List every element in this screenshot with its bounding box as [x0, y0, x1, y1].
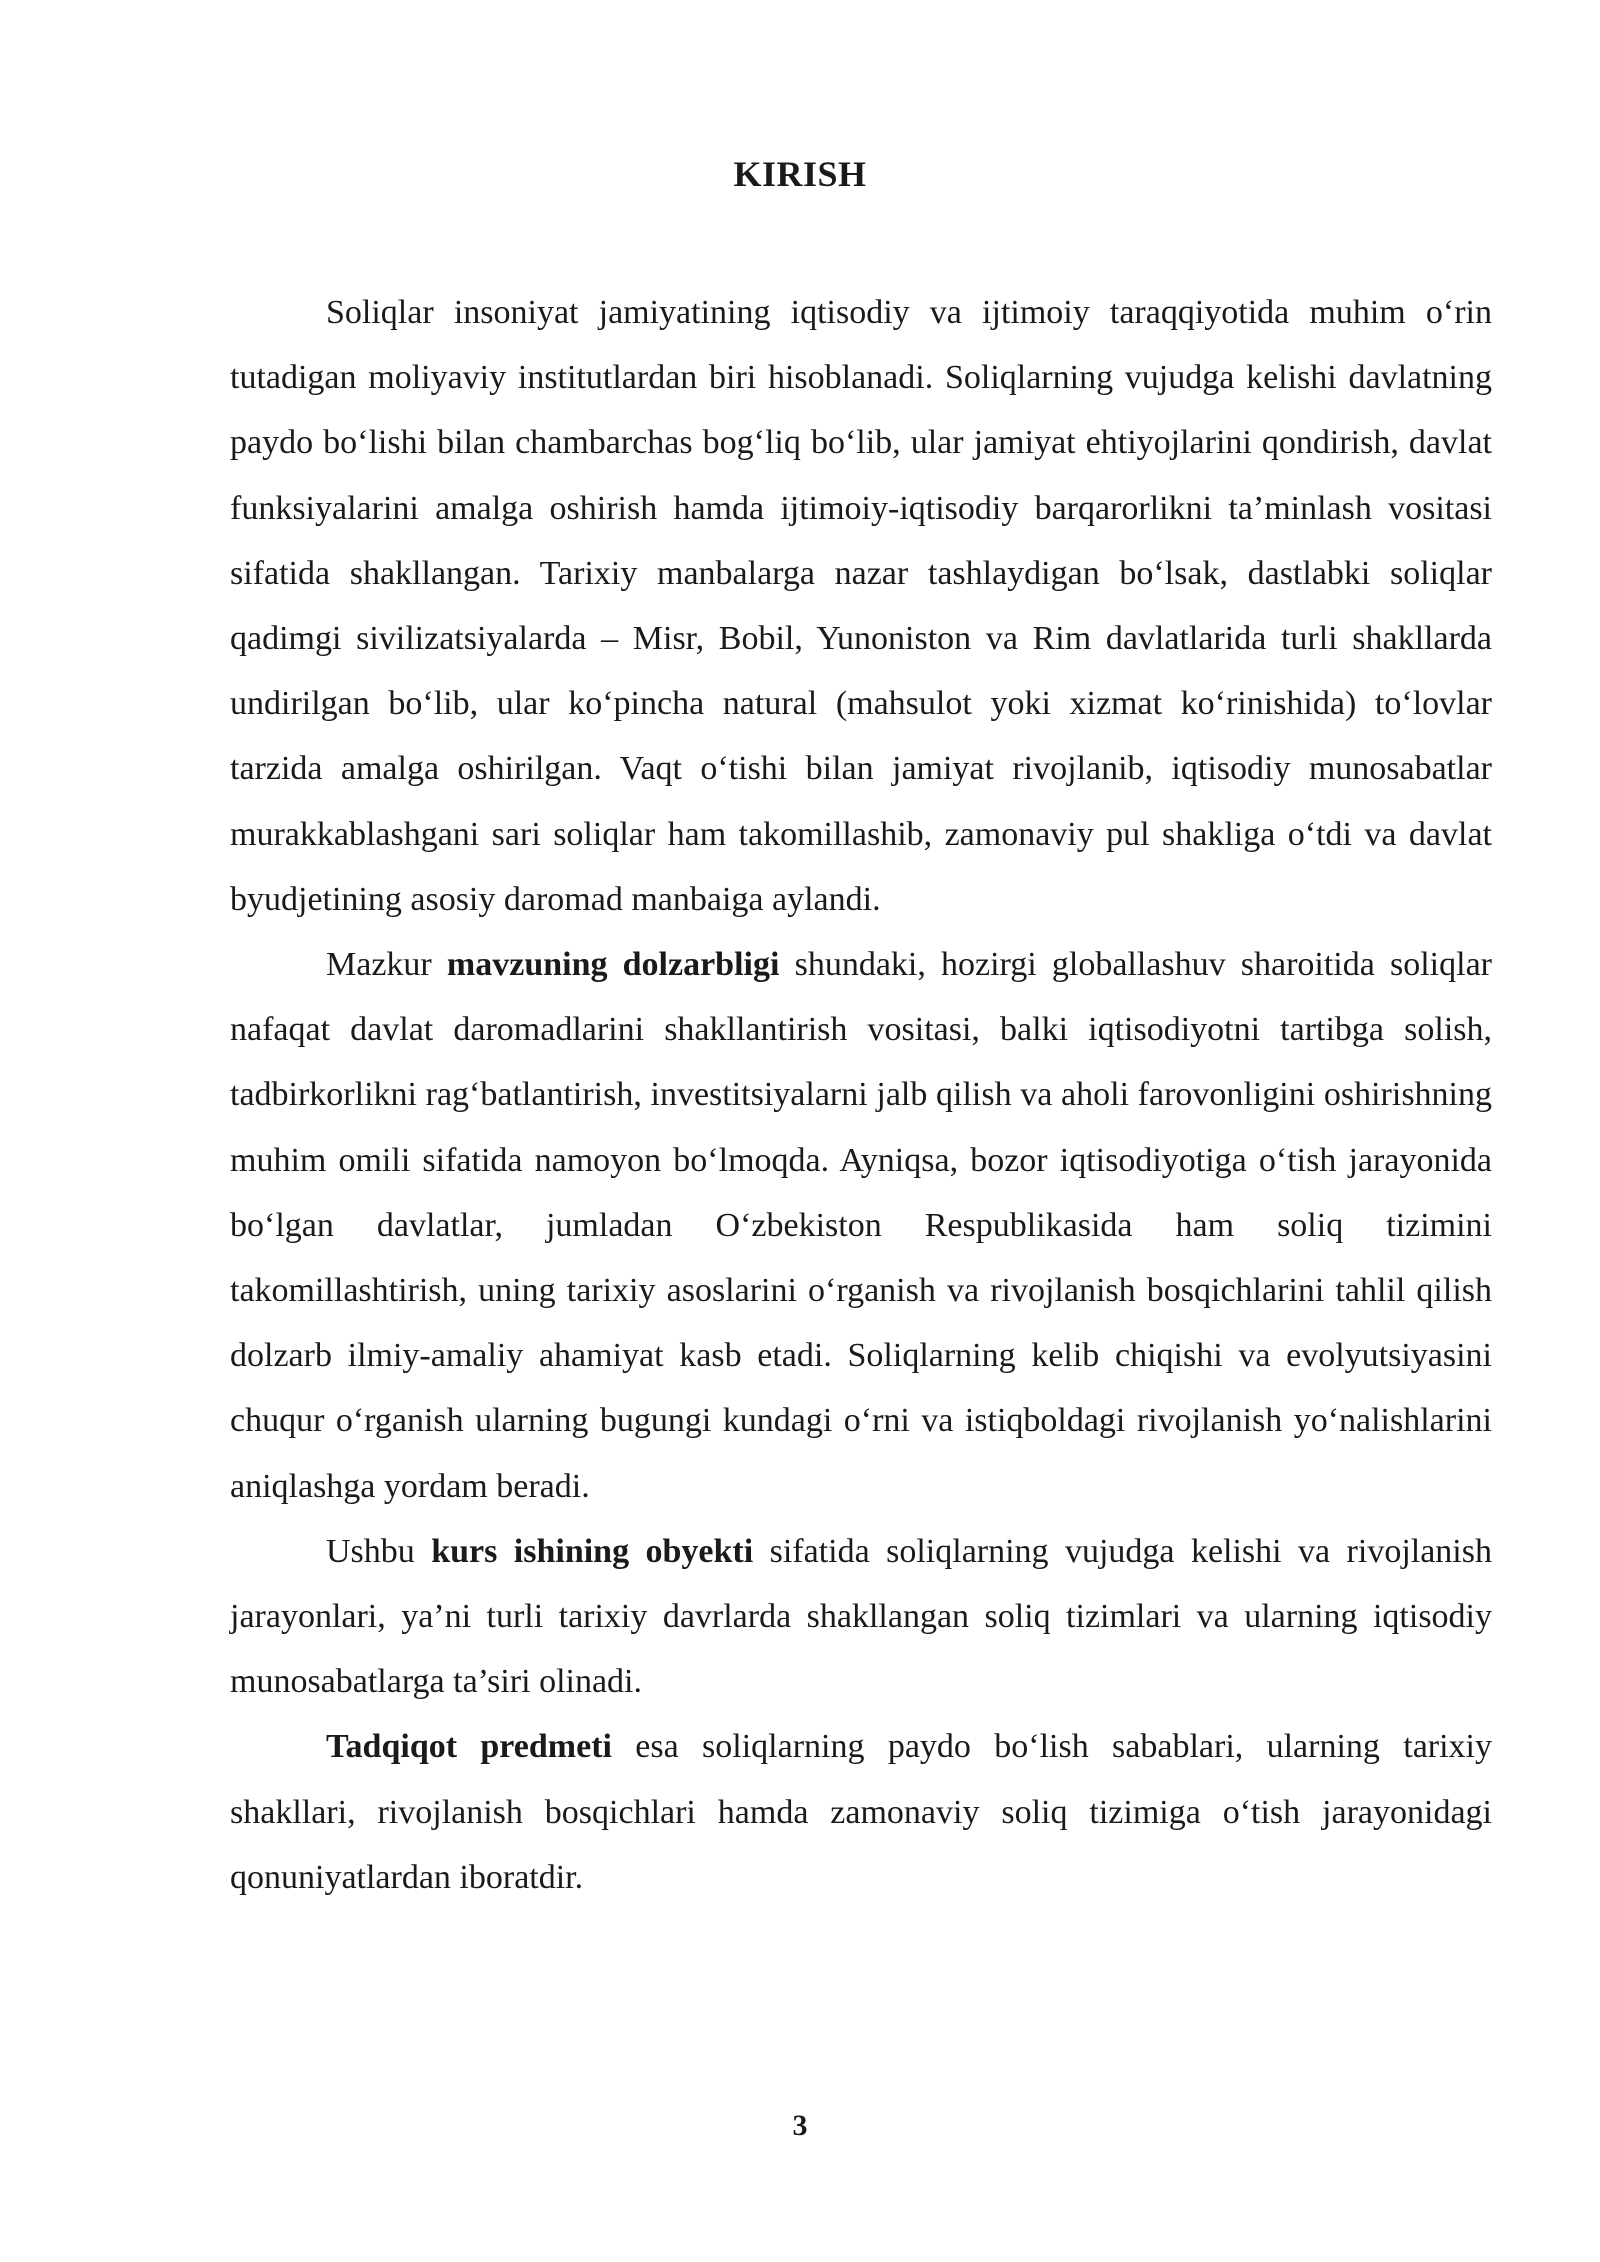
- paragraph-subject-text: esa soliqlarning paydo bo‘lish sabablari, ularning tarixiy shakllari, rivojlanish bosqichlari hamda zamonaviy soliq tizimiga o‘tish jarayonidagi qonuniyatlardan iboratdir.: [230, 1728, 1493, 1896]
- paragraph-introduction: Soliqlar insoniyat jamiyatining iqtisodiy va ijtimoiy taraqqiyotida muhim o‘rin tutadigan moliyaviy institutlardan biri hisoblanadi. Soliqlarning vujudga kelishi davlatning paydo bo‘lishi bilan chambarchas bog‘liq bo‘lib, ular jamiyat ehtiyojlarini qondirish, davlat funksiyalarini amalga oshirish hamda ijtimoiy-iqtisodiy barqarorlikni ta’minlash vositasi sifatida shakllangan. Tarixiy manbalarga nazar tashlaydigan bo‘lsak, dastlabki soliqlar qadimgi sivilizatsiyalarda – Misr, Bobil, Yunoniston va Rim davlatlarida turli shakllarda undirilgan bo‘lib, ular ko‘pincha natural (mahsulot yoki xizmat ko‘rinishida) to‘lovlar tarzida amalga oshirilgan. Vaqt o‘tishi bilan jamiyat rivojlanib, iqtisodiy munosabatlar murakkablashgani sari soliqlar ham takomillashib, zamonaviy pul shakliga o‘tdi va davlat byudjetining asosiy daromad manbaiga aylandi.: [230, 294, 1492, 918]
- paragraph-relevance-text: shundaki, hozirgi globallashuv sharoitida soliqlar nafaqat davlat daromadlarini shakllantirish vositasi, balki iqtisodiyotni tartibga solish, tadbirkorlikni rag‘batlantirish, investitsiyalarni jalb qilish va aholi farovonligini oshirishning muhim omili sifatida namoyon bo‘lmoqda. Ayniqsa, bozor iqtisodiyotiga o‘tish jarayonida bo‘lgan davlatlar, jumladan O‘zbekiston Respublikasida ham soliq tizimini takomillashtirish, uning tarixiy asoslarini o‘rganish va rivojlanish bosqichlarini tahlil qilish dolzarb ilmiy-amaliy ahamiyat kasb etadi. Soliqlarning kelib chiqishi va evolyutsiyasini chuqur o‘rganish ularning bugungi kundagi o‘rni va istiqboldagi rivojlanish yo‘nalishlarini aniqlashga yordam beradi.: [230, 946, 1492, 1505]
- page-number: 3: [792, 2109, 808, 2142]
- page-title: KIRISH: [733, 154, 867, 194]
- paragraph-object-lead: Ushbu: [326, 1532, 432, 1570]
- paragraph-subject: [230, 1714, 1492, 1910]
- subject-term: Tadqiqot predmeti: [326, 1728, 612, 1766]
- object-term: kurs ishining obyekti: [431, 1532, 754, 1570]
- body-text: [230, 280, 1492, 1910]
- relevance-term: mavzuning dolzarbligi: [446, 946, 780, 984]
- paragraph-object-text: sifatida soliqlarning vujudga kelishi va rivojlanish jarayonlari, ya’ni turli tarixiy davrlarda shakllangan soliq tizimlari va ularning iqtisodiy munosabatlarga ta’siri olinadi.: [230, 1532, 1492, 1701]
- paragraph-object: [230, 1519, 1492, 1715]
- paragraph-relevance: [230, 932, 1492, 1519]
- paragraph-relevance-lead: Mazkur: [326, 946, 447, 984]
